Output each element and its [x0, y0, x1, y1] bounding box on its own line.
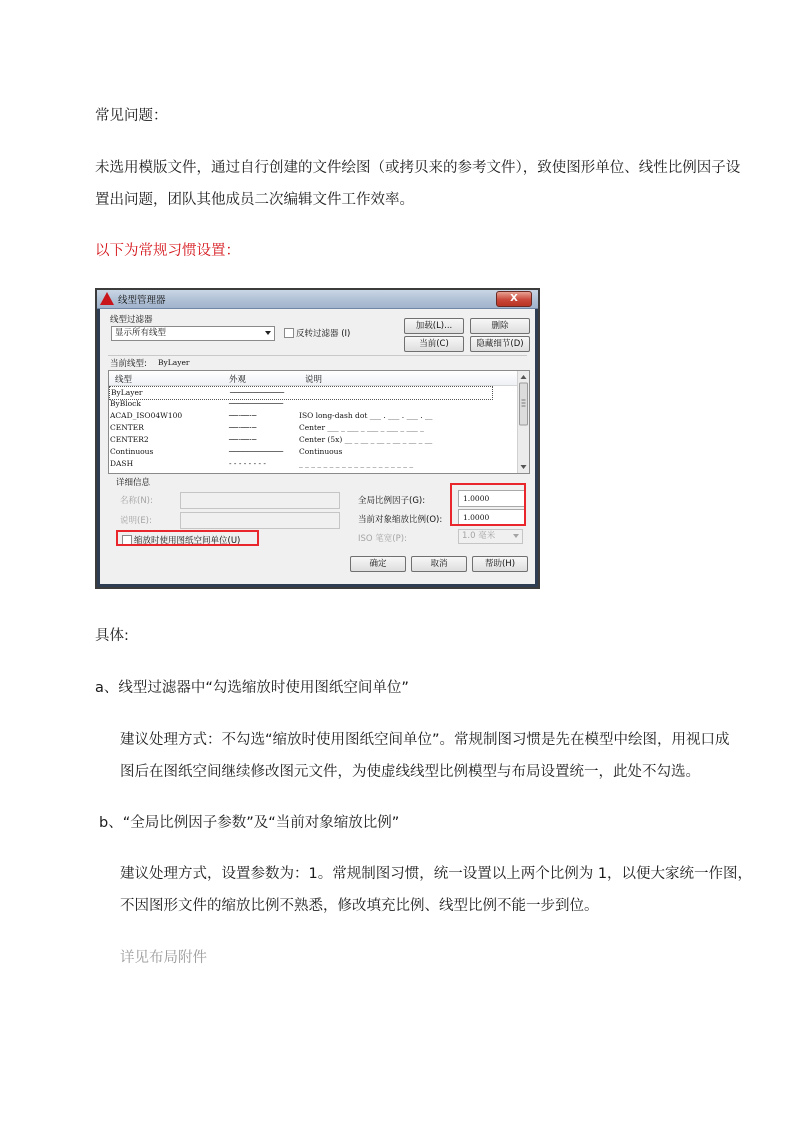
row-look: - - - - - - - - [229, 459, 266, 468]
linetype-manager-screenshot [95, 288, 540, 589]
chevron-down-icon [265, 331, 271, 335]
row-look: ──────────── [229, 399, 284, 408]
scroll-down-icon[interactable] [521, 465, 527, 469]
row-desc: _ _ _ _ _ _ _ _ _ _ _ _ _ _ _ _ _ _ _ [299, 459, 414, 468]
row-look: ──·──·─ [229, 411, 257, 420]
dialog-client [100, 309, 535, 584]
filter-select-value: 显示所有线型 [115, 328, 167, 338]
name-label: 名称(N): [120, 496, 153, 506]
list-row[interactable] [109, 398, 518, 410]
current-button[interactable]: 当前(C) [404, 336, 464, 352]
paper-space-highlight [116, 530, 259, 546]
row-name: CENTER2 [110, 435, 149, 444]
list-row[interactable] [109, 458, 518, 470]
list-scrollbar[interactable] [517, 371, 529, 473]
list-row[interactable] [109, 410, 518, 422]
object-scale-field[interactable]: 1.0000 [458, 509, 525, 526]
current-linetype-label: 当前线型: [110, 359, 147, 369]
scrollbar-graphic [518, 371, 529, 473]
row-name: ByBlock [110, 399, 141, 408]
hide-details-button[interactable]: 隐藏细节(D) [470, 336, 530, 352]
paper-space-units-label: 缩放时使用图纸空间单位(U) [134, 536, 241, 546]
list-row[interactable] [109, 446, 518, 458]
detail-heading: 具体: [95, 628, 129, 644]
row-name: DASH [110, 459, 134, 468]
global-scale-label: 全局比例因子(G): [358, 496, 426, 506]
current-linetype-value: ByLayer [158, 358, 190, 367]
invert-filter-checkbox[interactable] [284, 328, 294, 338]
scale-values-highlight [450, 483, 526, 526]
issue-text-line1: 未选用模版文件，通过自行创建的文件绘图（或拷贝来的参考文件），致使图形单位、线性比例因子设 [95, 160, 741, 176]
row-look: ──·──·─ [229, 435, 257, 444]
object-scale-label: 当前对象缩放比例(O): [358, 515, 443, 525]
item-b-body-line2: 不因图形文件的缩放比例不熟悉，修改填充比例、线型比例不能一步到位。 [120, 898, 599, 914]
issue-text-line2: 置出问题，团队其他成员二次编辑文件工作效率。 [95, 192, 414, 208]
row-name: ByLayer [111, 388, 143, 397]
list-row[interactable] [109, 434, 518, 446]
name-field[interactable] [180, 492, 340, 509]
global-scale-field[interactable]: 1.0000 [458, 490, 525, 507]
iso-pen-select[interactable] [458, 529, 523, 544]
row-desc: Center ___ _ ___ _ ___ _ ___ _ ___ _ [299, 423, 424, 432]
list-header [109, 371, 518, 386]
page-heading: 常见问题： [95, 108, 168, 124]
item-b-body-line1: 建议处理方式，设置参数为：1。常规制图习惯，统一设置以上两个比例为 1，以便大家统一作图， [120, 866, 753, 882]
item-a-heading: a、线型过滤器中“勾选缩放时使用图纸空间单位” [95, 680, 409, 696]
list-row[interactable] [109, 422, 518, 434]
filter-select[interactable] [111, 326, 275, 341]
scroll-up-icon[interactable] [521, 375, 527, 379]
footer-note: 详见布局附件 [120, 950, 207, 966]
delete-button[interactable]: 删除 [470, 318, 530, 334]
close-button[interactable]: X [496, 291, 532, 307]
item-a-body-line2: 图后在图纸空间继续修改图元文件，为使虚线线型比例模型与布局设置统一，此处不勾选。 [120, 764, 700, 780]
row-name: ACAD_ISO04W100 [110, 411, 183, 420]
filter-label: 线型过滤器 [110, 315, 153, 325]
chevron-down-icon [513, 534, 519, 538]
dialog-window [97, 290, 538, 587]
col-description[interactable]: 说明 [305, 375, 323, 385]
row-look: ──·──·─ [229, 423, 257, 432]
row-desc: Center (5x) __ _ __ _ __ _ __ _ __ _ __ [299, 435, 433, 444]
dialog-titlebar [97, 290, 538, 309]
dialog-title: 线型管理器 [118, 295, 166, 306]
desc-label: 说明(E): [120, 516, 152, 526]
load-button[interactable]: 加载(L)... [404, 318, 464, 334]
row-look: ──────────── [230, 388, 285, 397]
item-b-heading: b、“全局比例因子参数”及“当前对象缩放比例” [99, 815, 400, 831]
red-note: 以下为常规习惯设置： [95, 243, 240, 259]
row-look: ──────────── [229, 447, 284, 456]
row-desc: Continuous [299, 447, 343, 456]
help-button[interactable]: 帮助(H) [472, 556, 528, 572]
cancel-button[interactable]: 取消 [411, 556, 467, 572]
scroll-thumb[interactable] [520, 383, 528, 425]
row-name: Continuous [110, 447, 154, 456]
linetype-list[interactable] [108, 370, 530, 474]
separator [108, 355, 527, 356]
autocad-logo-icon [100, 292, 114, 305]
row-name: CENTER [110, 423, 144, 432]
invert-filter-label: 反转过滤器 (I) [296, 329, 351, 339]
col-linetype[interactable]: 线型 [115, 375, 133, 385]
iso-pen-label: ISO 笔宽(P): [358, 534, 407, 544]
details-label: 详细信息 [116, 478, 151, 488]
iso-pen-value: 1.0 毫米 [462, 531, 496, 541]
row-desc: ISO long-dash dot ___ . ___ . ___ . __ [299, 411, 433, 420]
item-a-body-line1: 建议处理方式：不勾选“缩放时使用图纸空间单位”。常规制图习惯是先在模型中绘图，用视口成 [120, 732, 730, 748]
col-appearance[interactable]: 外观 [229, 375, 247, 385]
ok-button[interactable]: 确定 [350, 556, 406, 572]
desc-field[interactable] [180, 512, 340, 529]
